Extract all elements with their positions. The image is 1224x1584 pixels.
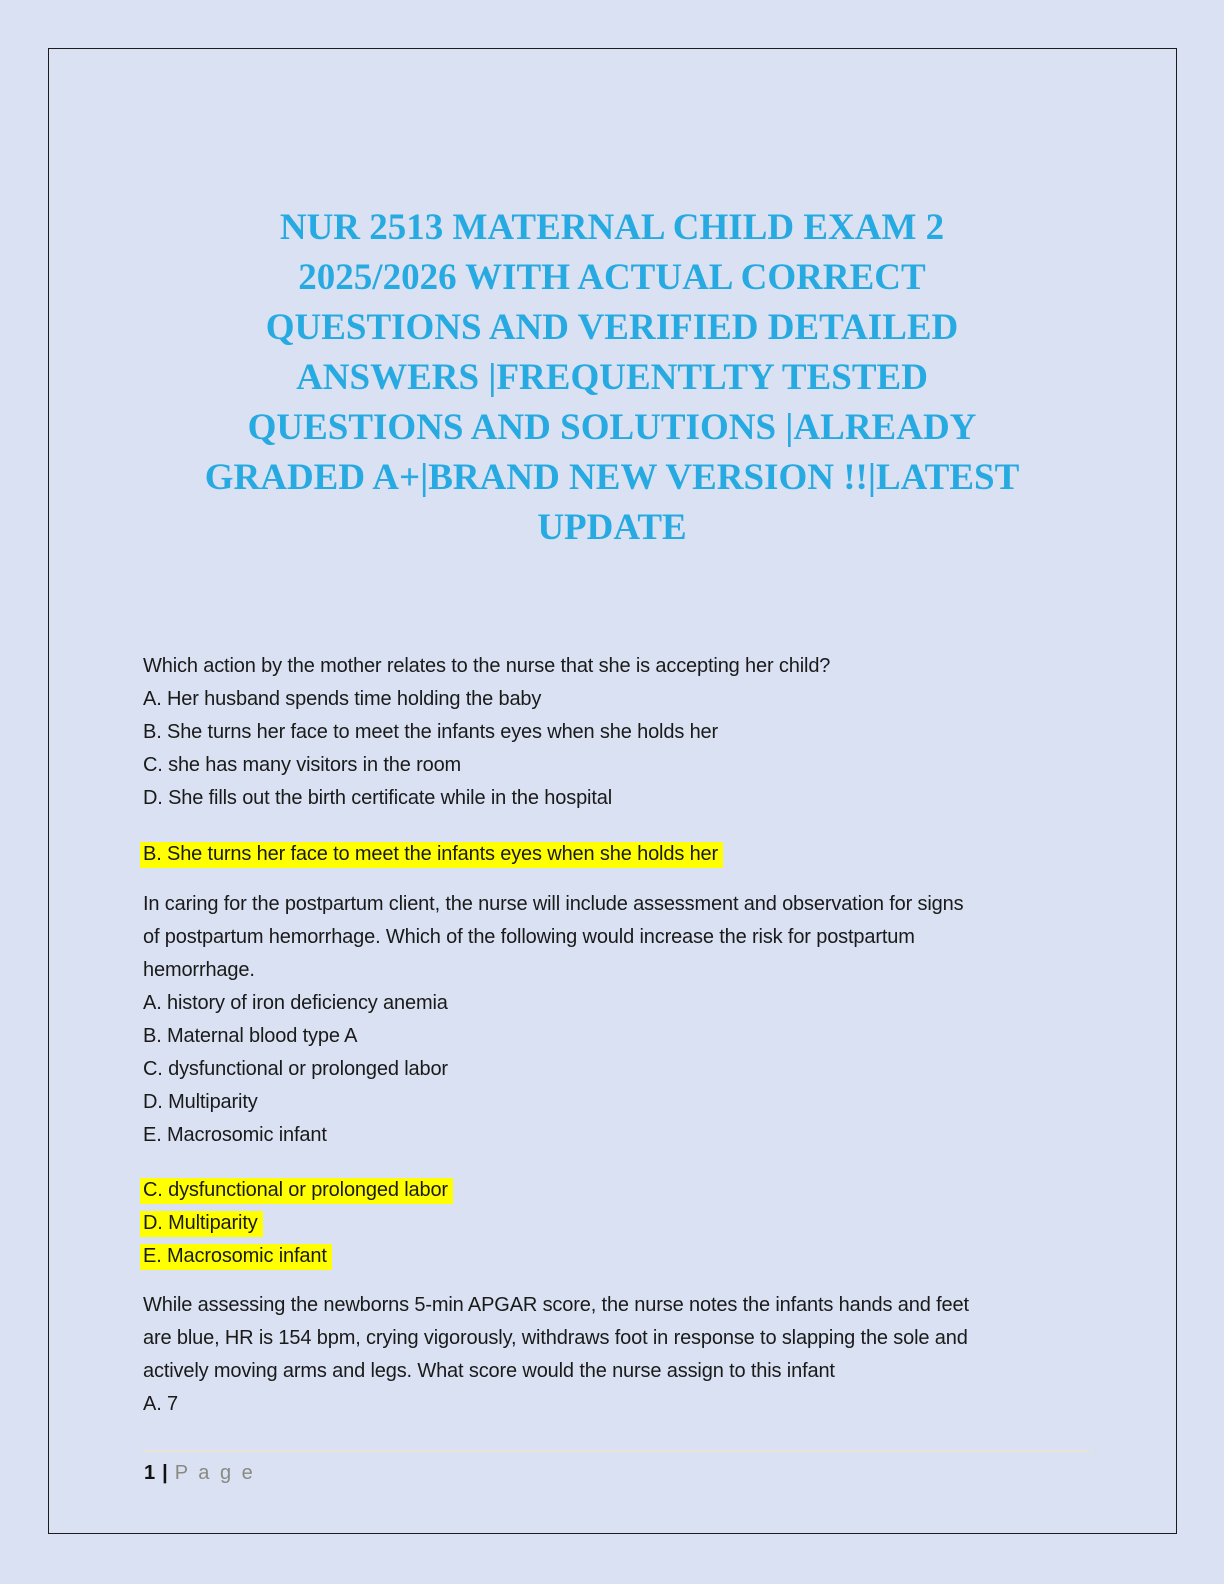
title-line: NUR 2513 MATERNAL CHILD EXAM 2: [279, 207, 945, 248]
highlighted-answer-row: [143, 1240, 1088, 1273]
document-title: [90, 203, 1134, 553]
highlighted-answer: D. Multiparity: [140, 1211, 263, 1237]
highlighted-answer: C. dysfunctional or prolonged labor: [140, 1178, 453, 1204]
option-line: B. Maternal blood type A: [143, 1025, 358, 1047]
highlighted-answer: E. Macrosomic infant: [140, 1244, 332, 1270]
option-line: A. history of iron deficiency anemia: [143, 992, 448, 1014]
answers-block-1: [143, 838, 1088, 871]
option-line: C. she has many visitors in the room: [143, 754, 462, 776]
option-line: A. 7: [143, 1393, 178, 1415]
answers-block-2: [143, 1174, 1088, 1273]
question-text: Which action by the mother relates to the nurse that she is accepting her child?: [143, 655, 831, 677]
highlighted-answer-row: [143, 1174, 1088, 1207]
page-number: 1: [144, 1462, 156, 1484]
footer-separator-rule: [142, 1450, 1091, 1452]
question-text: While assessing the newborns 5-min APGAR score, the nurse notes the infants hands and feet: [143, 1294, 969, 1316]
title-line: ANSWERS |FREQUENTLTY TESTED: [296, 357, 928, 398]
question-text: of postpartum hemorrhage. Which of the following would increase the risk for postpartum: [143, 926, 915, 948]
title-line: QUESTIONS AND VERIFIED DETAILED: [265, 307, 959, 348]
question-block-1: [143, 650, 1088, 815]
option-line: B. She turns her face to meet the infants eyes when she holds her: [143, 721, 719, 743]
option-line: D. Multiparity: [143, 1091, 258, 1113]
option-line: A. Her husband spends time holding the baby: [143, 688, 542, 710]
highlighted-answer: B. She turns her face to meet the infants eyes when she holds her: [140, 842, 723, 868]
option-line: C. dysfunctional or prolonged labor: [143, 1058, 448, 1080]
option-line: D. She fills out the birth certificate while in the hospital: [143, 787, 613, 809]
option-line: E. Macrosomic infant: [143, 1124, 327, 1146]
question-text: In caring for the postpartum client, the nurse will include assessment and observation for signs: [143, 893, 964, 915]
question-text: are blue, HR is 154 bpm, crying vigorously, withdraws foot in response to slapping the sole and: [143, 1327, 968, 1349]
question-text: hemorrhage.: [143, 959, 255, 981]
page-footer: [144, 1461, 255, 1485]
title-line: UPDATE: [537, 507, 687, 548]
title-line: 2025/2026 WITH ACTUAL CORRECT: [298, 257, 926, 298]
question-block-2: [143, 888, 1088, 1152]
title-line: GRADED A+|BRAND NEW VERSION !!|LATEST: [204, 457, 1020, 498]
title-line: QUESTIONS AND SOLUTIONS |ALREADY: [247, 407, 977, 448]
footer-page-label: P a g e: [174, 1462, 256, 1484]
highlighted-answer-row: [143, 1207, 1088, 1240]
question-text: actively moving arms and legs. What score would the nurse assign to this infant: [143, 1360, 835, 1382]
highlighted-answer-row: [143, 838, 1088, 871]
footer-pipe: |: [162, 1462, 168, 1484]
question-block-3: [143, 1289, 1088, 1421]
